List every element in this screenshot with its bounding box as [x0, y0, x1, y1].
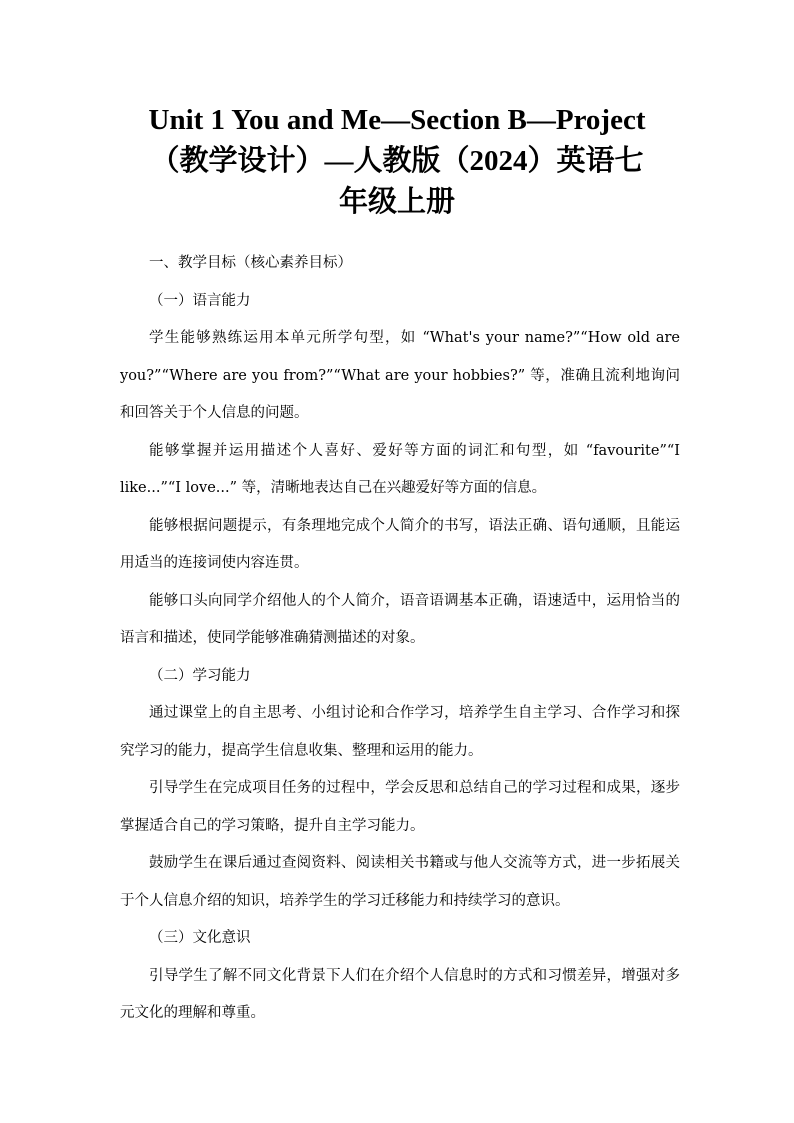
title-line-1: Unit 1 You and Me—Section B—Project: [148, 104, 646, 136]
subheading-learning-ability: （二）学习能力: [149, 667, 251, 684]
paragraph-6: 引导学生在完成项目任务的过程中，学会反思和总结自己的学习过程和成果，逐步掌握适合自己的学习策略，提升自主学习能力。: [120, 780, 680, 834]
paragraph-5: 通过课堂上的自主思考、小组讨论和合作学习，培养学生自主学习、合作学习和探究学习的能力，提高学生信息收集、整理和运用的能力。: [120, 705, 680, 759]
title-line-3: 年级上册: [338, 186, 455, 218]
subheading-cultural-awareness: （三）文化意识: [149, 930, 251, 946]
document-title: [100, 100, 694, 223]
subheading-language-ability: （一）语言能力: [149, 292, 251, 309]
paragraph-3: 能够根据问题提示，有条理地完成个人简介的书写，语法正确、语句通顺，且能运用适当的连接词使内容连贯。: [120, 517, 680, 571]
paragraph-2: 能够掌握并运用描述个人喜好、爱好等方面的词汇和句型，如 “favourite”“I like...”“I love...” 等，清晰地表达自己在兴趣爱好等方面的信息。: [120, 442, 680, 496]
section-heading-objectives: 一、教学目标（核心素养目标）: [149, 255, 352, 271]
paragraph-8: 引导学生了解不同文化背景下人们在介绍个人信息时的方式和习惯差异，增强对多元文化的理解和尊重。: [120, 967, 680, 1021]
document-body: [120, 245, 680, 1033]
paragraph-1: 学生能够熟练运用本单元所学句型，如 “What's your name?”“How old are you?”“Where are you from?”“What are your hobbies?” 等，准确且流利地询问和回答关于个人信息的问题。: [120, 330, 680, 421]
paragraph-7: 鼓励学生在课后通过查阅资料、阅读相关书籍或与他人交流等方式，进一步拓展关于个人信息介绍的知识，培养学生的学习迁移能力和持续学习的意识。: [120, 855, 680, 909]
paragraph-4: 能够口头向同学介绍他人的个人简介，语音语调基本正确，语速适中，运用恰当的语言和描述，使同学能够准确猜测描述的对象。: [120, 592, 680, 646]
title-line-2: （教学设计）—人教版（2024）英语七: [150, 145, 644, 177]
